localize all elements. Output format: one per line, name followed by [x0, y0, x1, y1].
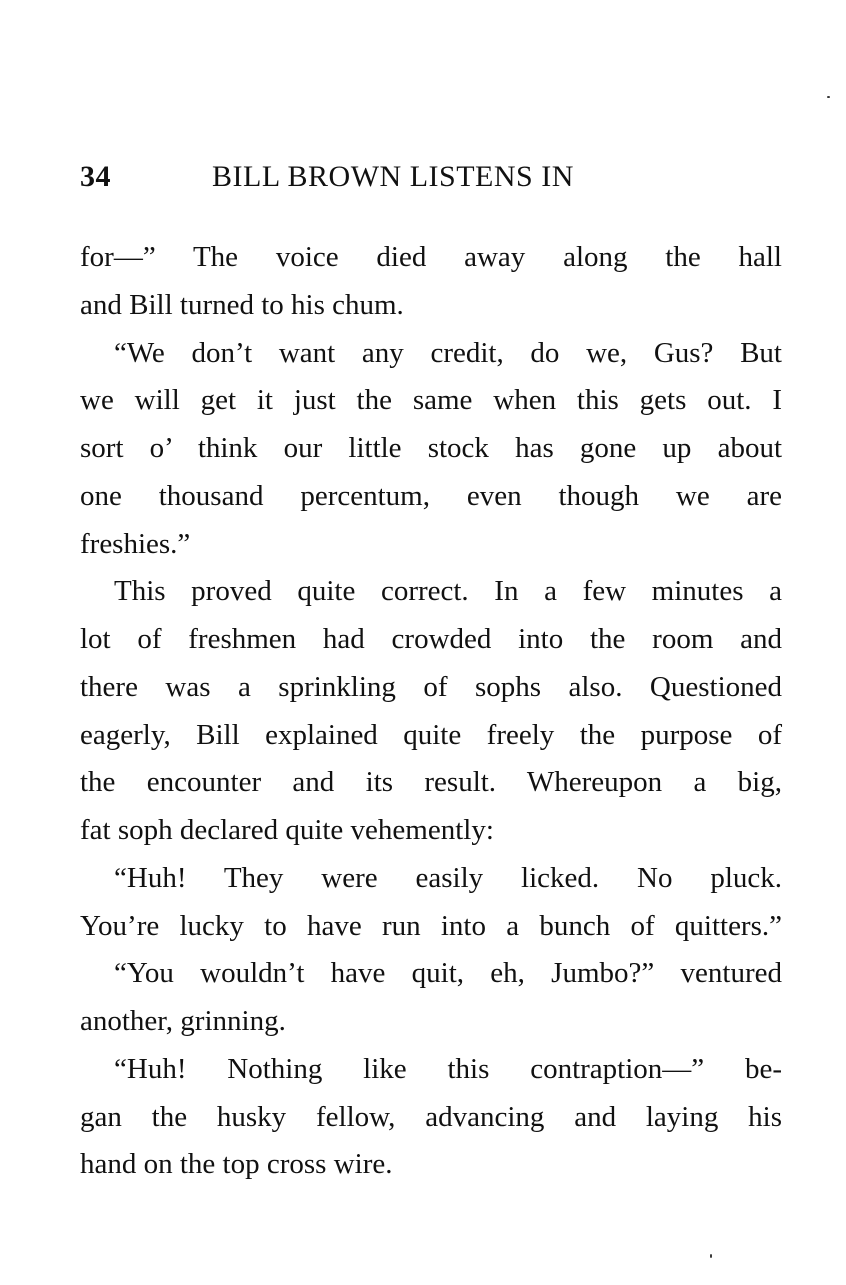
running-head: BILL BROWN LISTENS IN: [212, 160, 574, 193]
page-header: [80, 160, 800, 200]
text-line: the encounter and its result. Whereupon a big,: [80, 766, 782, 799]
text-line: This proved quite correct. In a few minutes a: [114, 575, 782, 608]
text-line: “You wouldn’t have quit, eh, Jumbo?” ventured: [114, 957, 782, 990]
text-line: fat soph declared quite vehemently:: [80, 814, 494, 846]
scan-speck: [710, 1254, 712, 1258]
text-line: gan the husky fellow, advancing and laying his: [80, 1100, 782, 1133]
text-line: sort o’ think our little stock has gone up about: [80, 432, 782, 464]
text-line: eagerly, Bill explained quite freely the purpose of: [80, 718, 782, 751]
text-line: another, grinning.: [80, 1005, 286, 1037]
page-number: 34: [80, 160, 111, 193]
text-line: “We don’t want any credit, do we, Gus? But: [114, 336, 782, 369]
text-line: and Bill turned to his chum.: [80, 288, 404, 321]
scan-speck: [827, 96, 830, 98]
text-line: lot of freshmen had crowded into the room and: [80, 623, 782, 655]
text-line: there was a sprinkling of sophs also. Questioned: [80, 670, 782, 703]
text-line: “Huh! Nothing like this contraption—” be-: [114, 1052, 782, 1085]
text-line: we will get it just the same when this gets out. I: [80, 384, 782, 417]
text-line: for—” The voice died away along the hall: [80, 241, 782, 273]
text-line: one thousand percentum, even though we are: [80, 479, 782, 512]
text-line: hand on the top cross wire.: [80, 1148, 393, 1181]
text-line: “Huh! They were easily licked. No pluck.: [114, 861, 782, 894]
body-text: [80, 234, 782, 1189]
text-line: You’re lucky to have run into a bunch of quitters.”: [80, 909, 782, 942]
text-line: freshies.”: [80, 527, 191, 560]
